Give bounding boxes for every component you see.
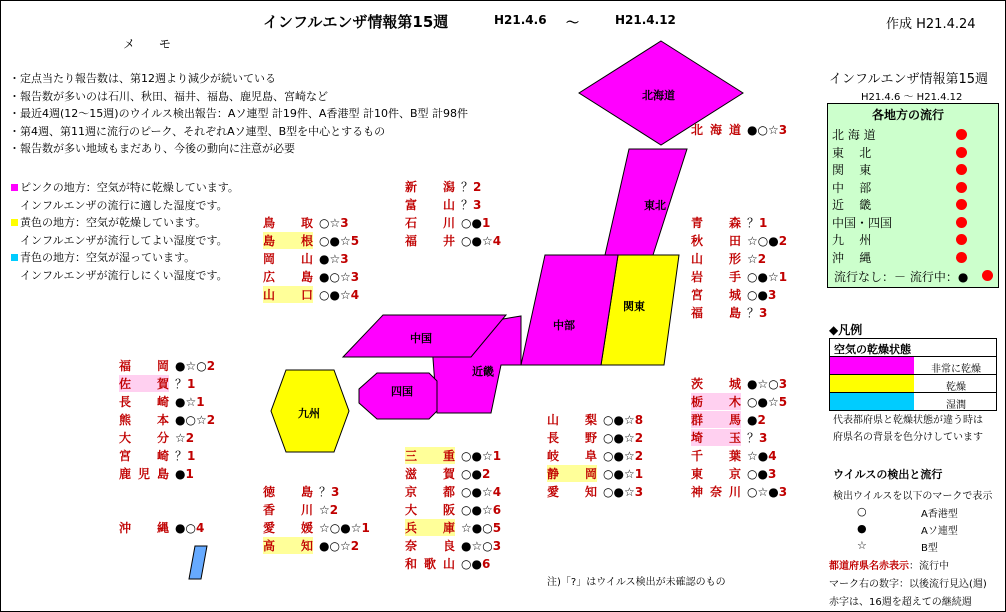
weeks-count: 3 [759, 431, 768, 445]
prefecture-okayama [263, 250, 349, 267]
virus-marks: ☆ [319, 503, 330, 517]
regional-status-panel [827, 103, 999, 288]
prefecture-name: 埼 玉 [691, 431, 741, 445]
prefecture-name: 和歌山 [405, 557, 455, 571]
dryness-label: 非常に乾燥 [931, 364, 981, 375]
weeks-count: 2 [634, 431, 644, 445]
virus-mark-icon: ○ [857, 505, 867, 518]
prefecture-name: 愛 媛 [263, 521, 313, 535]
virus-label: Aソ連型 [921, 526, 958, 537]
region-label-hokkaido: 北海道 [642, 89, 675, 102]
panel-row-label: 九 州 [832, 233, 872, 247]
dryness-row [829, 374, 997, 393]
prefecture-aomori [691, 214, 767, 231]
virus-marks: ●○ [175, 521, 196, 535]
virus-marks: ●☆ [319, 252, 341, 266]
weeks-count: 4 [492, 485, 502, 499]
virus-marks: ●○☆ [175, 413, 207, 427]
prefecture-name: 京 都 [405, 485, 455, 499]
virus-label: B型 [921, 543, 938, 554]
prefecture-fukui [405, 232, 501, 249]
virus-marks: ○●☆ [603, 485, 635, 499]
humidity-note-line: 青色の地方：空気が湿っています。 [20, 251, 196, 264]
dryness-swatch [830, 357, 914, 374]
weeks-count: 3 [340, 252, 349, 266]
virus-marks: ●☆ [175, 395, 197, 409]
prefecture-kagoshima [119, 465, 194, 482]
prefecture-nagasaki [119, 393, 205, 410]
weeks-count: 3 [767, 288, 777, 302]
red-name-text: ：流行中 [909, 561, 949, 572]
prefecture-ibaraki [691, 375, 787, 392]
virus-marks: ？ [175, 449, 188, 463]
weeks-count: 3 [634, 485, 644, 499]
region-label-chugoku: 中国 [410, 332, 432, 345]
date-from: H21.4.6 [494, 13, 547, 27]
region-label-tohoku: 東北 [644, 199, 666, 212]
prefecture-name: 三 重 [405, 449, 455, 463]
legend-title: ◆凡例 [829, 323, 863, 337]
prefecture-name: 兵 庫 [405, 521, 455, 535]
memo-line: ・報告数が多い地域もまだあり、今後の動向に注意が必要 [9, 142, 295, 155]
virus-marks: ？ [461, 180, 474, 194]
humidity-note-line: インフルエンザが流行してよい湿度です。 [20, 233, 228, 247]
red-note: 赤字は、16週を超えての継続週 [829, 597, 972, 608]
prefecture-miyazaki [119, 447, 195, 464]
prefecture-okinawa [119, 519, 204, 536]
status-dot-icon [956, 182, 967, 193]
virus-marks: ○● [747, 288, 768, 302]
report-title: インフルエンザ情報第15週 [263, 13, 449, 31]
status-dot-icon [956, 147, 967, 158]
prefecture-name: 奈 良 [405, 539, 455, 553]
prefecture-name: 東 京 [691, 467, 741, 481]
weeks-count: 1 [634, 467, 644, 481]
prefecture-name: 長 野 [547, 431, 597, 445]
weeks-count: 2 [473, 180, 482, 194]
prefecture-name: 秋 田 [691, 234, 741, 248]
weeks-count: 2 [757, 413, 766, 427]
prefecture-name: 岐 阜 [547, 449, 597, 463]
panel-footer [834, 268, 968, 285]
panel-dates: H21.4.6 ～ H21.4.12 [861, 92, 963, 103]
prefecture-toyama [405, 196, 481, 213]
virus-marks: ○●☆ [603, 449, 635, 463]
weeks-count: 3 [759, 306, 768, 320]
weeks-count: 4 [768, 449, 777, 463]
weeks-count: 3 [778, 377, 788, 391]
humidity-note-line: ピンクの地方：空気が特に乾燥しています。 [20, 181, 239, 194]
panel-row-label: 東 北 [832, 145, 872, 160]
weeks-count: 1 [187, 377, 196, 391]
virus-marks: ●○☆ [747, 123, 779, 137]
prefecture-kyoto [405, 483, 501, 500]
prefecture-mie [405, 447, 501, 464]
virus-marks: ○●☆ [319, 288, 351, 302]
panel-row-label: 関 東 [832, 163, 872, 177]
weeks-count: 1 [185, 467, 194, 481]
virus-marks: ○●☆ [461, 503, 493, 517]
weeks-count: 2 [778, 234, 788, 248]
created-date: 作成 H21.4.24 [886, 17, 976, 32]
prefecture-name: 滋 賀 [405, 467, 455, 481]
prefecture-name: 静 岡 [547, 467, 597, 481]
virus-marks: ○☆● [747, 485, 779, 499]
panel-row-label: 沖 縄 [832, 250, 872, 265]
virus-marks: ？ [747, 431, 760, 445]
virus-mark-icon: ☆ [857, 539, 867, 552]
prefecture-name: 高 知 [263, 539, 313, 553]
weeks-count: 1 [187, 449, 196, 463]
weeks-count: 5 [350, 234, 360, 248]
prefecture-name: 愛 知 [547, 485, 597, 499]
virus-marks: ☆● [747, 449, 769, 463]
weeks-count: 8 [634, 413, 644, 427]
weeks-count: 3 [473, 198, 482, 212]
prefecture-hiroshima [263, 268, 359, 285]
mark-note: マーク右の数字：以後流行見込(週) [829, 579, 987, 590]
red-name-note [829, 557, 949, 572]
memo-heading: メ モ [123, 37, 181, 51]
prefecture-saitama [691, 429, 767, 446]
prefecture-name: 岡 山 [263, 252, 313, 266]
weeks-count: 2 [481, 467, 491, 481]
status-dot-icon [956, 164, 967, 175]
prefecture-name: 大 阪 [405, 503, 455, 517]
weeks-count: 3 [492, 539, 502, 553]
prefecture-name: 茨 城 [691, 377, 741, 391]
virus-marks: ☆ [747, 252, 758, 266]
prefecture-name: 青 森 [691, 216, 741, 230]
region-label-shikoku: 四国 [391, 385, 413, 398]
weeks-count: 2 [206, 413, 216, 427]
prefecture-miyagi [691, 286, 776, 303]
virus-marks: ？ [319, 485, 332, 499]
prefecture-name: 大 分 [119, 431, 169, 445]
prefecture-iwate [691, 268, 787, 285]
panel-title: インフルエンザ情報第15週 [829, 72, 989, 87]
weeks-count: 1 [481, 216, 491, 230]
virus-label: A香港型 [921, 509, 958, 520]
weeks-count: 3 [331, 485, 340, 499]
prefecture-name: 北海道 [691, 123, 741, 137]
virus-marks: ○●☆ [747, 395, 779, 409]
virus-marks: ○● [461, 467, 482, 481]
prefecture-akita [691, 232, 787, 249]
prefecture-name: 神奈川 [691, 485, 741, 499]
weeks-count: 2 [634, 449, 644, 463]
virus-marks: ？ [175, 377, 188, 391]
humidity-note-line: 黄色の地方：空気が乾燥しています。 [20, 216, 207, 229]
okinawa-region [189, 546, 207, 579]
prefecture-oita [119, 429, 194, 446]
region-label-kinki: 近畿 [472, 365, 494, 378]
prefecture-name: 石 川 [405, 216, 455, 230]
chubu-region [521, 255, 618, 365]
weeks-count: 2 [185, 431, 195, 445]
prefecture-name: 岩 手 [691, 270, 741, 284]
virus-marks: ○● [461, 216, 482, 230]
footnote: 注)「?」はウイルス検出が未確認のもの [547, 577, 726, 588]
virus-marks: ●○☆ [319, 270, 351, 284]
weeks-count: 4 [492, 234, 502, 248]
prefecture-name: 長 崎 [119, 395, 169, 409]
prefecture-gifu [547, 447, 643, 464]
virus-heading: ウイルスの検出と流行 [833, 468, 943, 481]
dryness-note [833, 412, 983, 446]
prefecture-yamagata [691, 250, 766, 267]
virus-sub: 検出ウイルスを以下のマークで表示 [833, 491, 993, 502]
virus-marks: ○●☆ [603, 467, 635, 481]
virus-marks: ● [175, 467, 186, 481]
virus-marks: ○●☆ [603, 431, 635, 445]
virus-marks: ○● [461, 557, 482, 571]
prefecture-saga [119, 375, 195, 392]
status-dot-icon [956, 217, 967, 228]
prefecture-fukuoka [119, 357, 215, 374]
weeks-count: 1 [778, 270, 788, 284]
status-dot-icon [956, 252, 967, 263]
prefecture-yamaguchi [263, 286, 359, 303]
virus-marks: ☆●○ [461, 521, 493, 535]
prefecture-tottori [263, 214, 349, 231]
prefecture-name: 熊 本 [119, 413, 169, 427]
prefecture-name: 島 根 [263, 234, 313, 248]
dryness-label: 乾燥 [946, 382, 966, 393]
dryness-heading: 空気の乾燥状態 [829, 338, 997, 357]
memo-line: ・第4週、第11週に流行のピーク、それぞれAソ連型、B型を中心とするもの [9, 124, 386, 138]
prefecture-hokkaido [691, 121, 787, 138]
prefecture-name: 新 潟 [405, 180, 455, 194]
prefecture-name: 佐 賀 [119, 377, 169, 391]
virus-marks: ○●☆ [461, 449, 493, 463]
prefecture-shizuoka [547, 465, 643, 482]
memo-line: ・最近4週(12～15週)のウイルス検出報告：Aソ連型 計19件、A香港型 計10件、B型 計98件 [9, 107, 468, 120]
weeks-count: 2 [206, 359, 216, 373]
virus-marks: ☆○●☆ [319, 521, 362, 535]
virus-marks: ●☆○ [747, 377, 779, 391]
weeks-count: 4 [350, 288, 360, 302]
prefecture-osaka [405, 501, 501, 518]
weeks-count: 5 [778, 395, 788, 409]
prefecture-niigata [405, 178, 481, 195]
region-label-kanto: 関東 [623, 300, 645, 313]
region-label-kyushu: 九州 [298, 407, 320, 420]
prefecture-name: 福 岡 [119, 359, 169, 373]
date-to: H21.4.12 [615, 13, 676, 27]
panel-row-label: 中国・四国 [832, 215, 893, 230]
prefecture-aichi [547, 483, 643, 500]
weeks-count: 1 [196, 395, 205, 409]
weeks-count: 2 [329, 503, 339, 517]
prefecture-name: 広 島 [263, 270, 313, 284]
region-label-chubu: 中部 [553, 319, 575, 332]
red-name-heading: 都道府県名赤表示 [829, 561, 909, 572]
dryness-row [829, 392, 997, 411]
weeks-count: 3 [340, 216, 349, 230]
dryness-row [829, 356, 997, 375]
humidity-note-line: インフルエンザの流行に適した湿度です。 [20, 198, 228, 212]
virus-marks: ●○☆ [319, 539, 351, 553]
virus-marks: ○☆ [319, 216, 341, 230]
status-dot-icon [956, 199, 967, 210]
weeks-count: 2 [757, 252, 767, 266]
weeks-count: 4 [195, 521, 205, 535]
date-tilde: ～ [566, 16, 580, 31]
virus-marks: ●☆○ [175, 359, 207, 373]
virus-marks: ？ [461, 198, 474, 212]
virus-marks: ？ [747, 306, 760, 320]
virus-marks: ○●☆ [461, 234, 493, 248]
status-dot-icon [956, 234, 967, 245]
prefecture-nagano [547, 429, 643, 446]
virus-marks: ☆ [175, 431, 186, 445]
weeks-count: 5 [492, 521, 502, 535]
dryness-swatch [830, 375, 914, 392]
prefecture-fukushima [691, 304, 767, 321]
prefecture-gunma [691, 411, 766, 428]
weeks-count: 2 [350, 539, 360, 553]
virus-marks: ●☆○ [461, 539, 493, 553]
panel-row-label: 中 部 [832, 180, 872, 195]
prefecture-name: 鳥 取 [263, 216, 313, 230]
weeks-count: 1 [361, 521, 370, 535]
weeks-count: 3 [767, 467, 777, 481]
panel-row-label: 近 畿 [832, 198, 872, 212]
prefecture-chiba [691, 447, 777, 464]
prefecture-name: 山 形 [691, 252, 741, 266]
prefecture-name: 徳 島 [263, 485, 313, 499]
weeks-count: 6 [492, 503, 502, 517]
prefecture-tokushima [263, 483, 339, 500]
prefecture-name: 宮 崎 [119, 449, 169, 463]
prefecture-kochi [263, 537, 359, 554]
humidity-note-line: インフルエンザが流行しにくい湿度です。 [20, 268, 228, 282]
panel-heading: 各地方の流行 [872, 108, 945, 122]
memo-line: ・定点当たり報告数は、第12週より減少が続いている [9, 72, 276, 85]
prefecture-ehime [263, 519, 370, 536]
prefecture-yamanashi [547, 411, 643, 428]
prefecture-name: 福 島 [691, 306, 741, 320]
virus-marks: ○●☆ [461, 485, 493, 499]
prefecture-tochigi [691, 393, 787, 410]
prefecture-ishikawa [405, 214, 490, 231]
prefecture-nara [405, 537, 501, 554]
prefecture-kanagawa [691, 483, 787, 500]
status-dot-icon [956, 129, 967, 140]
prefecture-name: 鹿児島 [119, 467, 169, 481]
panel-footer-text: 流行なし：－ 流行中：● [834, 270, 969, 284]
virus-mark-icon: ● [857, 522, 867, 535]
prefecture-name: 福 井 [405, 234, 455, 248]
weeks-count: 3 [778, 485, 788, 499]
virus-marks: ○●☆ [319, 234, 351, 248]
virus-marks: ？ [747, 216, 760, 230]
prefecture-name: 山 口 [263, 288, 313, 302]
prefecture-tokyo [691, 465, 776, 482]
virus-marks: ○●☆ [603, 413, 635, 427]
prefecture-hyogo [405, 519, 501, 536]
dryness-note-line: 代表都府県と乾燥状態が違う時は [833, 415, 983, 426]
prefecture-name: 千 葉 [691, 449, 741, 463]
prefecture-kagawa [263, 501, 338, 518]
prefecture-wakayama [405, 555, 490, 572]
prefecture-shimane [263, 232, 359, 249]
prefecture-name: 富 山 [405, 198, 455, 212]
dryness-swatch [830, 393, 914, 410]
virus-marks: ○● [747, 467, 768, 481]
prefecture-name: 栃 木 [691, 395, 741, 409]
memo-line: ・報告数が多いのは石川、秋田、福井、福島、鹿児島、宮崎など [9, 89, 328, 103]
weeks-count: 3 [778, 123, 788, 137]
status-dot-icon [982, 270, 993, 281]
prefecture-name: 山 梨 [547, 413, 597, 427]
panel-row-label: 北 海 道 [832, 128, 876, 142]
prefecture-name: 香 川 [263, 503, 313, 517]
prefecture-name: 群 馬 [691, 413, 741, 427]
virus-marks: ○●☆ [747, 270, 779, 284]
weeks-count: 3 [350, 270, 360, 284]
weeks-count: 1 [492, 449, 502, 463]
virus-marks: ☆○● [747, 234, 779, 248]
dryness-note-line: 府県名の背景を色分けしています [833, 432, 983, 443]
prefecture-name: 宮 城 [691, 288, 741, 302]
dryness-label: 湿潤 [946, 400, 966, 411]
weeks-count: 6 [481, 557, 491, 571]
weeks-count: 1 [759, 216, 768, 230]
prefecture-kumamoto [119, 411, 215, 428]
prefecture-shiga [405, 465, 490, 482]
prefecture-name: 沖 縄 [119, 521, 169, 535]
virus-marks: ● [747, 413, 758, 427]
